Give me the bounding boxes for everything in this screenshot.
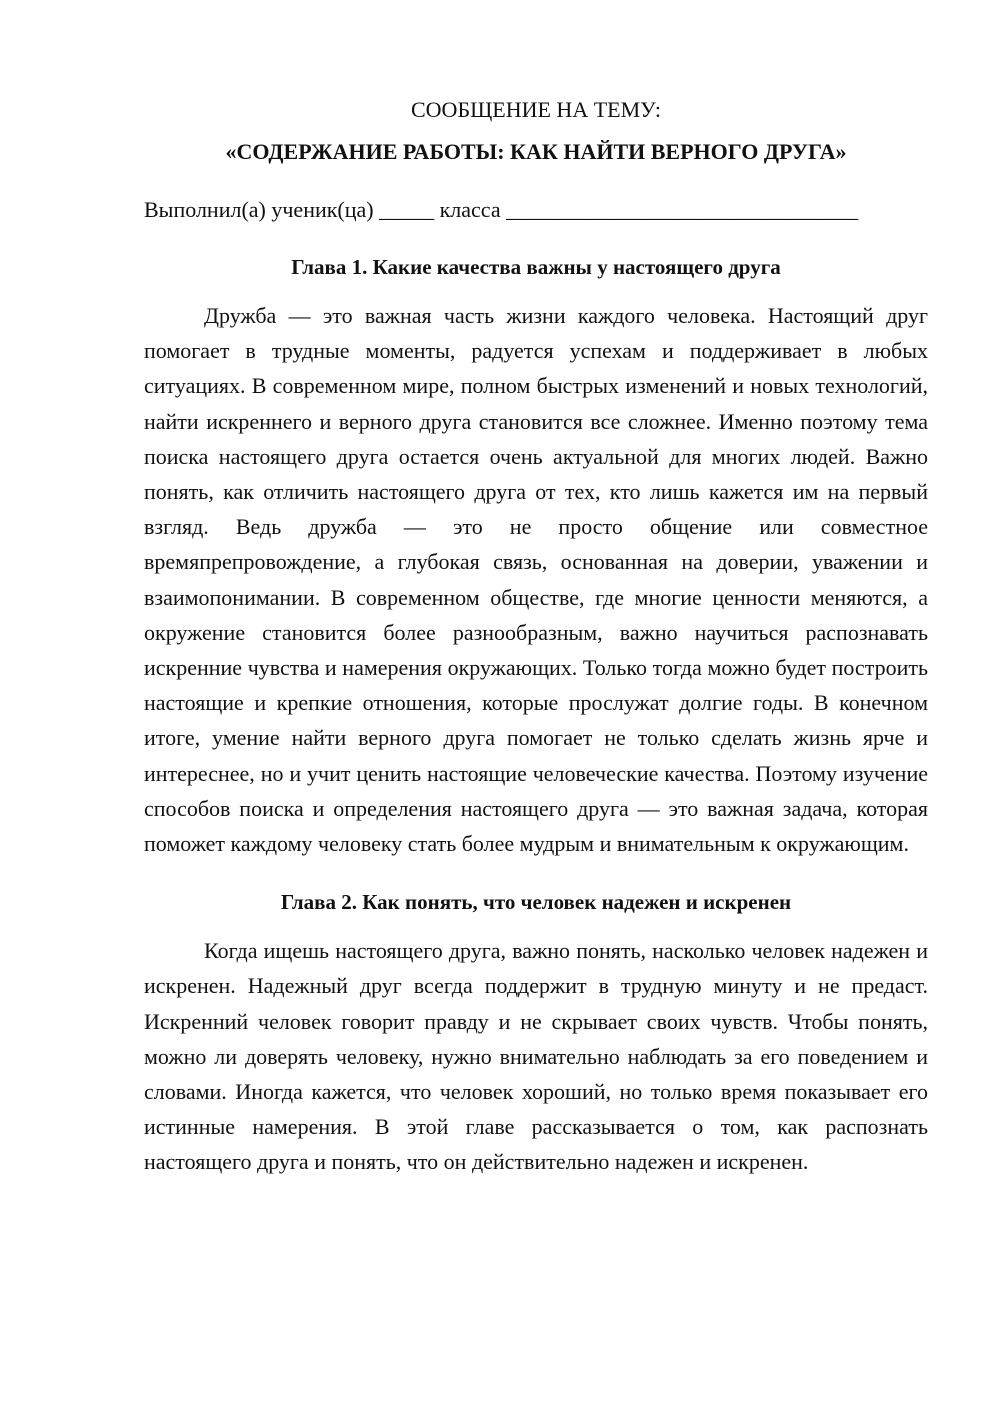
chapter-1-title: Глава 1. Какие качества важны у настоящего друга [291, 255, 781, 279]
chapter-1-paragraph: Дружба — это важная часть жизни каждого человека. Настоящий друг помогает в трудные моменты, радуется успехам и поддерживает в любых ситуациях. В современном мире, полном быстрых изменений и новых технологий, найти искреннего и верного друга становится все сложнее. Именно поэтому тема поиска настоящего друга остается очень актуальной для многих людей. Важно понять, как отличить настоящего друга от тех, кто лишь кажется им на первый взгляд. Ведь дружба — это не просто общение или совместное времяпрепровождение, а глубокая связь, основанная на доверии, уважении и взаимопонимании. В современном обществе, где многие ценности меняются, а окружение становится более разнообразным, важно научиться распознавать искренние чувства и намерения окружающих. Только тогда можно будет построить настоящие и крепкие отношения, которые прослужат долгие годы. В конечном итоге, умение найти верного друга помогает не только сделать жизнь ярче и интереснее, но и учит ценить настоящие человеческие качества. Поэтому изучение способов поиска и определения настоящего друга — это важная задача, которая поможет каждому человеку стать более мудрым и внимательным к окружающим. [144, 303, 928, 857]
document-heading: СООБЩЕНИЕ НА ТЕМУ: [411, 97, 661, 122]
author-line: Выполнил(а) ученик(ца) _____ класса ________________________________ [144, 197, 859, 222]
document-title: «СОДЕРЖАНИЕ РАБОТЫ: КАК НАЙТИ ВЕРНОГО ДРУГА» [225, 139, 847, 164]
chapter-2-title: Глава 2. Как понять, что человек надежен и искренен [280, 890, 792, 915]
chapter-2-paragraph: Когда ищешь настоящего друга, важно понять, насколько человек надежен и искренен. Надежный друг всегда поддержит в трудную минуту и не предаст. Искренний человек говорит правду и не скрывает своих чувств. Чтобы понять, можно ли доверять человеку, нужно внимательно наблюдать за его поведением и словами. Иногда кажется, что человек хороший, но только время показывает его истинные намерения. В этой главе рассказывается о том, как распознать настоящего друга и понять, что он действительно надежен и искренен. [144, 938, 928, 1175]
